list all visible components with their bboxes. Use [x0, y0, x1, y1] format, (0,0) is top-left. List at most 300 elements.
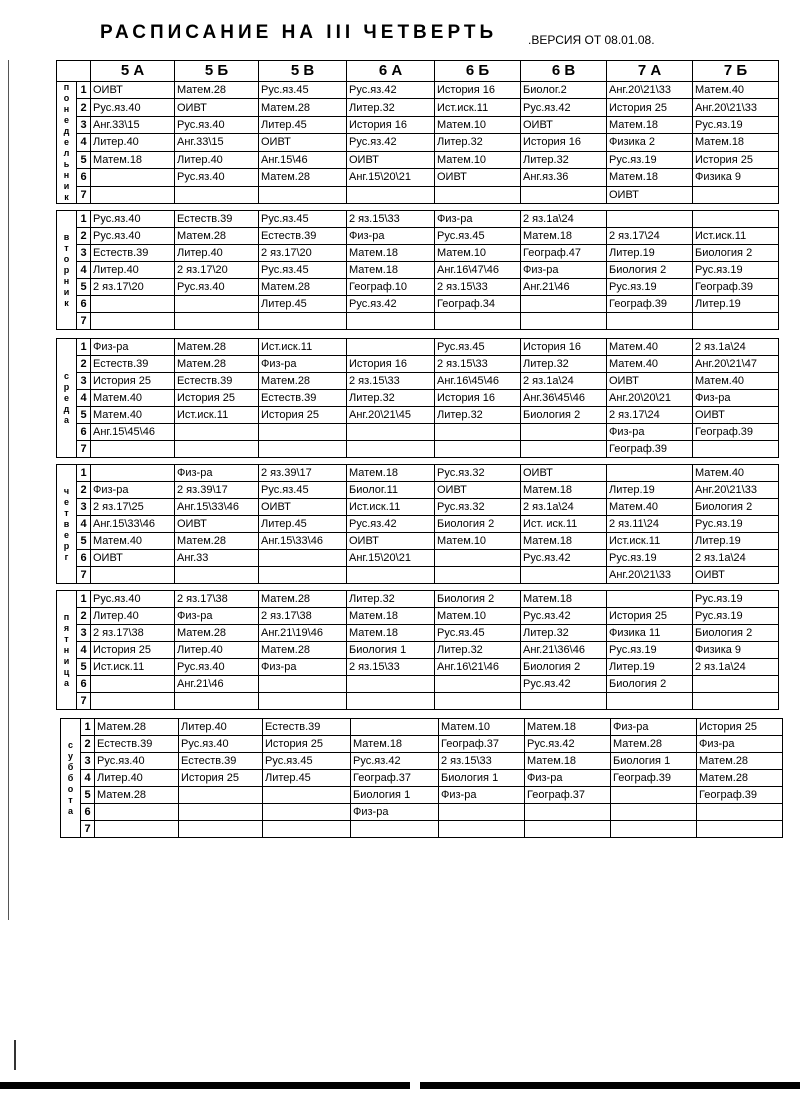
day-label: ч е т в е р г: [57, 465, 77, 584]
lesson-cell: Физ-ра: [175, 608, 259, 625]
lesson-cell: Анг.15\33\46: [91, 516, 175, 533]
lesson-cell: Матем.18: [607, 116, 693, 133]
lesson-cell: Литер.19: [607, 482, 693, 499]
lesson-cell: История 25: [175, 390, 259, 407]
class-header: 6 А: [347, 61, 435, 82]
lesson-number: 4: [77, 134, 91, 151]
lesson-cell: Физ-ра: [435, 211, 521, 228]
lesson-cell: Матем.18: [91, 151, 175, 168]
lesson-cell: [95, 821, 179, 838]
lesson-cell: [435, 676, 521, 693]
lesson-cell: Рус.яз.19: [607, 151, 693, 168]
lesson-cell: Физ-ра: [697, 736, 783, 753]
lesson-cell: [259, 550, 347, 567]
lesson-number: 1: [77, 339, 91, 356]
lesson-cell: Физ-ра: [607, 424, 693, 441]
lesson-cell: 2 яз.15\33: [435, 279, 521, 296]
lesson-cell: Литер.40: [175, 245, 259, 262]
lesson-cell: [439, 804, 525, 821]
lesson-cell: 2 яз.17\38: [175, 591, 259, 608]
lesson-cell: 2 яз.15\33: [347, 211, 435, 228]
lesson-number: 7: [77, 567, 91, 584]
lesson-cell: Матем.18: [521, 533, 607, 550]
table-row: [57, 441, 779, 458]
lesson-cell: 2 яз.17\38: [259, 608, 347, 625]
lesson-cell: Анг.15\45\46: [91, 424, 175, 441]
class-header: 5 А: [91, 61, 175, 82]
scan-edge-line: [8, 60, 9, 920]
lesson-cell: Географ.39: [607, 296, 693, 313]
lesson-cell: Физ-ра: [439, 787, 525, 804]
table-row: [57, 339, 779, 356]
lesson-cell: [435, 424, 521, 441]
lesson-cell: Литер.32: [347, 390, 435, 407]
lesson-cell: Литер.40: [95, 770, 179, 787]
lesson-cell: [91, 465, 175, 482]
lesson-cell: Матем.40: [693, 373, 779, 390]
lesson-number: 4: [77, 262, 91, 279]
table-row: [57, 642, 779, 659]
lesson-cell: [435, 567, 521, 584]
lesson-cell: [179, 821, 263, 838]
table-row: [57, 228, 779, 245]
lesson-cell: История 25: [697, 719, 783, 736]
lesson-cell: Матем.28: [175, 356, 259, 373]
lesson-cell: Матем.28: [697, 753, 783, 770]
lesson-cell: 2 яз.17\25: [91, 499, 175, 516]
lesson-cell: Биология 2: [607, 676, 693, 693]
lesson-cell: История 25: [607, 99, 693, 116]
lesson-cell: Географ.34: [435, 296, 521, 313]
lesson-cell: Рус.яз.19: [693, 116, 779, 133]
table-row: [57, 533, 779, 550]
lesson-cell: [435, 693, 521, 710]
lesson-cell: Литер.32: [347, 99, 435, 116]
lesson-cell: Биология 2: [521, 407, 607, 424]
lesson-cell: [179, 804, 263, 821]
lesson-cell: [521, 424, 607, 441]
lesson-number: 2: [81, 736, 95, 753]
lesson-cell: История 16: [347, 116, 435, 133]
lesson-cell: Литер.19: [607, 245, 693, 262]
lesson-cell: Рус.яз.45: [435, 228, 521, 245]
lesson-cell: [259, 441, 347, 458]
lesson-cell: [611, 787, 697, 804]
lesson-cell: 2 яз.1а\24: [521, 499, 607, 516]
lesson-cell: Рус.яз.19: [693, 591, 779, 608]
lesson-cell: [607, 313, 693, 330]
lesson-cell: История 16: [435, 390, 521, 407]
lesson-cell: Матем.18: [521, 591, 607, 608]
lesson-cell: Рус.яз.40: [91, 211, 175, 228]
table-row: [57, 151, 779, 168]
lesson-cell: ОИВТ: [91, 82, 175, 99]
lesson-cell: 2 яз.1а\24: [693, 659, 779, 676]
table-row: [57, 169, 779, 186]
lesson-cell: Анг.20\21\45: [347, 407, 435, 424]
lesson-number: 1: [77, 211, 91, 228]
lesson-cell: [263, 787, 351, 804]
lesson-cell: Физ-ра: [259, 659, 347, 676]
lesson-cell: [259, 424, 347, 441]
lesson-cell: Анг.16\47\46: [435, 262, 521, 279]
lesson-number: 4: [81, 770, 95, 787]
lesson-cell: Биология 2: [693, 499, 779, 516]
lesson-cell: История 16: [521, 339, 607, 356]
lesson-cell: Рус.яз.40: [91, 228, 175, 245]
lesson-cell: Анг.21\19\46: [259, 625, 347, 642]
lesson-cell: Матем.28: [259, 99, 347, 116]
lesson-cell: Литер.32: [435, 642, 521, 659]
lesson-cell: Рус.яз.19: [693, 608, 779, 625]
lesson-cell: [175, 693, 259, 710]
table-row: [61, 804, 783, 821]
lesson-cell: Литер.32: [435, 134, 521, 151]
lesson-cell: [435, 313, 521, 330]
lesson-number: 3: [77, 499, 91, 516]
lesson-cell: Биология 2: [435, 516, 521, 533]
lesson-cell: Естеств.39: [179, 753, 263, 770]
lesson-cell: Биология 1: [351, 787, 439, 804]
lesson-cell: [175, 424, 259, 441]
lesson-number: 5: [81, 787, 95, 804]
lesson-cell: Рус.яз.42: [347, 296, 435, 313]
lesson-number: 1: [77, 465, 91, 482]
lesson-cell: [435, 186, 521, 203]
lesson-cell: Рус.яз.40: [175, 659, 259, 676]
table-row: [57, 424, 779, 441]
lesson-number: 3: [77, 116, 91, 133]
lesson-cell: Матем.40: [607, 499, 693, 516]
lesson-cell: Матем.18: [521, 482, 607, 499]
lesson-cell: [91, 441, 175, 458]
lesson-cell: Рус.яз.42: [521, 99, 607, 116]
lesson-cell: Матем.10: [435, 151, 521, 168]
lesson-cell: Анг.20\21\33: [607, 82, 693, 99]
lesson-cell: ОИВТ: [259, 499, 347, 516]
lesson-cell: Рус.яз.32: [435, 499, 521, 516]
lesson-cell: Анг.16\45\46: [435, 373, 521, 390]
lesson-cell: Естеств.39: [91, 245, 175, 262]
lesson-cell: Естеств.39: [259, 228, 347, 245]
table-row: [61, 821, 783, 838]
lesson-cell: [611, 804, 697, 821]
lesson-cell: 2 яз.39\17: [259, 465, 347, 482]
lesson-cell: Матем.40: [91, 407, 175, 424]
lesson-cell: Географ.37: [351, 770, 439, 787]
lesson-cell: Матем.28: [259, 591, 347, 608]
day-table: [60, 718, 783, 838]
lesson-cell: Матем.28: [259, 279, 347, 296]
lesson-cell: [607, 591, 693, 608]
lesson-number: 1: [77, 82, 91, 99]
lesson-cell: Анг.33: [175, 550, 259, 567]
class-header: 5 В: [259, 61, 347, 82]
lesson-number: 4: [77, 642, 91, 659]
day-label: с р е д а: [57, 339, 77, 458]
lesson-cell: История 25: [607, 608, 693, 625]
scan-bottom-bar: [0, 1082, 410, 1089]
lesson-cell: Естеств.39: [175, 373, 259, 390]
lesson-cell: Географ.37: [525, 787, 611, 804]
lesson-number: 6: [77, 550, 91, 567]
lesson-cell: [91, 693, 175, 710]
lesson-number: 4: [77, 516, 91, 533]
lesson-cell: [435, 550, 521, 567]
lesson-cell: Анг.15\20\21: [347, 169, 435, 186]
lesson-cell: Ист.иск.11: [435, 99, 521, 116]
lesson-cell: Естеств.39: [175, 211, 259, 228]
lesson-cell: Рус.яз.19: [693, 516, 779, 533]
lesson-cell: Физ-ра: [91, 339, 175, 356]
lesson-cell: Матем.28: [175, 228, 259, 245]
lesson-number: 1: [77, 591, 91, 608]
lesson-cell: Литер.32: [521, 625, 607, 642]
lesson-number: 6: [77, 424, 91, 441]
lesson-cell: [521, 186, 607, 203]
table-row: [57, 567, 779, 584]
table-row: [57, 313, 779, 330]
lesson-cell: Рус.яз.45: [435, 625, 521, 642]
lesson-number: 2: [77, 99, 91, 116]
lesson-cell: Рус.яз.42: [351, 753, 439, 770]
lesson-cell: [351, 821, 439, 838]
lesson-cell: Физ-ра: [351, 804, 439, 821]
lesson-cell: Биология 2: [607, 262, 693, 279]
lesson-cell: Литер.45: [263, 770, 351, 787]
lesson-cell: ОИВТ: [435, 482, 521, 499]
lesson-cell: [521, 441, 607, 458]
lesson-number: 3: [77, 625, 91, 642]
lesson-cell: Биолог.11: [347, 482, 435, 499]
lesson-cell: [697, 821, 783, 838]
table-row: [57, 591, 779, 608]
lesson-number: 6: [77, 296, 91, 313]
lesson-cell: 2 яз.15\33: [347, 659, 435, 676]
lesson-cell: Анг.21\36\46: [521, 642, 607, 659]
lesson-cell: Рус.яз.45: [259, 211, 347, 228]
lesson-cell: Ист. иск.11: [521, 516, 607, 533]
table-row: [57, 407, 779, 424]
lesson-cell: 2 яз.17\38: [91, 625, 175, 642]
lesson-cell: Физика 2: [607, 134, 693, 151]
day-table: [56, 210, 779, 330]
lesson-cell: Физ-ра: [347, 228, 435, 245]
lesson-cell: [259, 676, 347, 693]
lesson-number: 1: [81, 719, 95, 736]
lesson-cell: Рус.яз.40: [175, 279, 259, 296]
lesson-number: 7: [77, 186, 91, 203]
lesson-cell: Матем.10: [435, 533, 521, 550]
day-table: [56, 464, 779, 584]
lesson-cell: История 16: [435, 82, 521, 99]
table-row: [61, 753, 783, 770]
lesson-cell: Географ.39: [693, 279, 779, 296]
lesson-cell: [525, 804, 611, 821]
lesson-cell: Физика 9: [693, 169, 779, 186]
lesson-cell: Биология 1: [439, 770, 525, 787]
lesson-cell: Матем.10: [435, 608, 521, 625]
lesson-number: 5: [77, 151, 91, 168]
class-header: 7 Б: [693, 61, 779, 82]
lesson-cell: Физ-ра: [91, 482, 175, 499]
lesson-cell: Матем.28: [611, 736, 697, 753]
lesson-cell: Матем.18: [351, 736, 439, 753]
lesson-cell: Матем.18: [347, 262, 435, 279]
lesson-cell: Литер.40: [91, 608, 175, 625]
lesson-cell: Матем.18: [525, 719, 611, 736]
lesson-cell: [259, 313, 347, 330]
lesson-cell: [91, 567, 175, 584]
lesson-cell: Рус.яз.42: [347, 82, 435, 99]
lesson-cell: [521, 296, 607, 313]
lesson-cell: Литер.45: [259, 516, 347, 533]
lesson-cell: Естеств.39: [95, 736, 179, 753]
lesson-cell: 2 яз.39\17: [175, 482, 259, 499]
lesson-cell: Матем.18: [521, 228, 607, 245]
lesson-cell: ОИВТ: [347, 533, 435, 550]
lesson-cell: Рус.яз.32: [435, 465, 521, 482]
lesson-cell: История 25: [179, 770, 263, 787]
lesson-number: 6: [77, 676, 91, 693]
lesson-cell: Литер.40: [175, 642, 259, 659]
lesson-cell: 2 яз.17\20: [91, 279, 175, 296]
lesson-cell: Рус.яз.42: [521, 550, 607, 567]
class-header-row: [57, 61, 779, 82]
lesson-cell: ОИВТ: [259, 134, 347, 151]
table-row: [57, 625, 779, 642]
lesson-cell: ОИВТ: [693, 407, 779, 424]
lesson-cell: [175, 313, 259, 330]
lesson-cell: Биология 2: [693, 245, 779, 262]
table-row: [57, 608, 779, 625]
class-header: 6 В: [521, 61, 607, 82]
lesson-cell: Рус.яз.42: [521, 676, 607, 693]
lesson-number: 4: [77, 390, 91, 407]
page-title: РАСПИСАНИЕ НА III ЧЕТВЕРТЬ: [100, 22, 498, 43]
lesson-number: 2: [77, 228, 91, 245]
lesson-cell: Матем.28: [259, 373, 347, 390]
lesson-cell: Естеств.39: [91, 356, 175, 373]
lesson-cell: Ист.иск.11: [91, 659, 175, 676]
lesson-cell: Матем.40: [693, 465, 779, 482]
lesson-cell: Рус.яз.40: [91, 591, 175, 608]
lesson-cell: Литер.19: [693, 296, 779, 313]
table-row: [57, 99, 779, 116]
lesson-cell: Физ-ра: [521, 262, 607, 279]
table-row: [57, 356, 779, 373]
lesson-cell: [439, 821, 525, 838]
table-row: [57, 296, 779, 313]
lesson-cell: [91, 186, 175, 203]
lesson-number: 5: [77, 407, 91, 424]
lesson-cell: ОИВТ: [607, 373, 693, 390]
scan-edge-mark: [14, 1040, 16, 1070]
lesson-cell: Литер.45: [259, 296, 347, 313]
table-row: [57, 245, 779, 262]
lesson-number: 7: [77, 313, 91, 330]
lesson-cell: [607, 211, 693, 228]
day-label: п я т н и ц а: [57, 591, 77, 710]
lesson-cell: Рус.яз.42: [347, 134, 435, 151]
lesson-cell: ОИВТ: [521, 116, 607, 133]
lesson-cell: 2 яз.1а\24: [693, 339, 779, 356]
lesson-cell: Рус.яз.40: [91, 99, 175, 116]
lesson-cell: Рус.яз.45: [259, 82, 347, 99]
table-row: [61, 787, 783, 804]
day-table: [56, 60, 779, 204]
lesson-cell: [259, 567, 347, 584]
lesson-cell: Биология 1: [611, 753, 697, 770]
lesson-cell: [347, 567, 435, 584]
lesson-cell: История 25: [259, 407, 347, 424]
lesson-cell: Анг.15\33\46: [175, 499, 259, 516]
lesson-cell: [259, 186, 347, 203]
lesson-cell: 2 яз.1а\24: [693, 550, 779, 567]
lesson-cell: Физ-ра: [693, 390, 779, 407]
lesson-cell: Анг.16\21\46: [435, 659, 521, 676]
lesson-cell: Географ.39: [607, 441, 693, 458]
day-table: [56, 590, 779, 710]
lesson-cell: Матем.18: [693, 134, 779, 151]
lesson-cell: Рус.яз.45: [263, 753, 351, 770]
lesson-cell: Матем.40: [91, 390, 175, 407]
lesson-cell: [347, 186, 435, 203]
lesson-cell: Физ-ра: [259, 356, 347, 373]
lesson-cell: [693, 313, 779, 330]
table-row: [57, 116, 779, 133]
table-row: [61, 770, 783, 787]
lesson-cell: Анг.15\33\46: [259, 533, 347, 550]
lesson-cell: Матем.40: [607, 339, 693, 356]
lesson-cell: Рус.яз.42: [525, 736, 611, 753]
lesson-number: 2: [77, 608, 91, 625]
lesson-cell: [179, 787, 263, 804]
lesson-cell: Биолог.2: [521, 82, 607, 99]
lesson-number: 5: [77, 659, 91, 676]
lesson-cell: [347, 693, 435, 710]
lesson-number: 3: [77, 373, 91, 390]
lesson-cell: [435, 441, 521, 458]
lesson-cell: [693, 186, 779, 203]
lesson-cell: 2 яз.11\24: [607, 516, 693, 533]
lesson-cell: Матем.28: [175, 82, 259, 99]
lesson-cell: [693, 693, 779, 710]
table-row: [61, 719, 783, 736]
day-table: [56, 338, 779, 458]
table-row: [57, 373, 779, 390]
lesson-cell: ОИВТ: [693, 567, 779, 584]
lesson-number: 5: [77, 279, 91, 296]
lesson-number: 2: [77, 356, 91, 373]
lesson-cell: Анг.20\21\33: [693, 99, 779, 116]
lesson-cell: [91, 169, 175, 186]
lesson-cell: [521, 313, 607, 330]
lesson-cell: Литер.19: [607, 659, 693, 676]
lesson-cell: [91, 676, 175, 693]
lesson-cell: Литер.32: [521, 356, 607, 373]
lesson-cell: 2 яз.17\24: [607, 407, 693, 424]
lesson-cell: Анг.20\20\21: [607, 390, 693, 407]
lesson-cell: Литер.45: [259, 116, 347, 133]
lesson-cell: Физика 11: [607, 625, 693, 642]
lesson-cell: Физ-ра: [525, 770, 611, 787]
table-row: [57, 390, 779, 407]
lesson-cell: ОИВТ: [175, 516, 259, 533]
lesson-number: 3: [81, 753, 95, 770]
lesson-cell: Биология 2: [521, 659, 607, 676]
table-row: [57, 82, 779, 99]
